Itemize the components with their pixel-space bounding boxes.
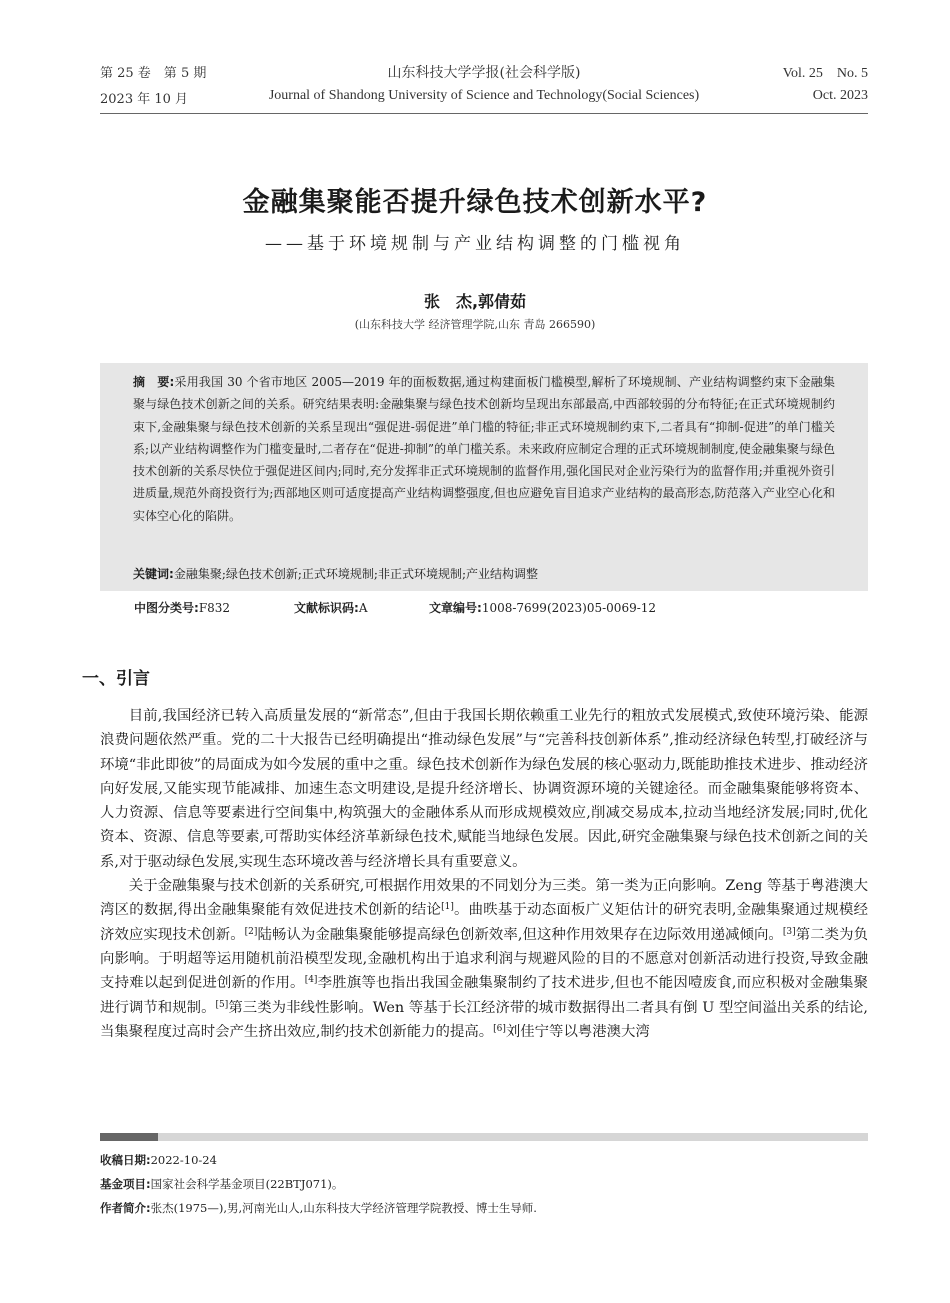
footnote-received: 收稿日期:2022-10-24 xyxy=(100,1153,217,1167)
footnote-rule-accent xyxy=(100,1133,158,1141)
journal-name-en: Journal of Shandong University of Science and Technology(Social Sciences) xyxy=(268,88,700,103)
abstract xyxy=(133,371,835,527)
footnote-author: 作者简介:张杰(1975—),男,河南光山人,山东科技大学经济管理学院教授、博士生导师. xyxy=(100,1201,537,1215)
article-title: 金融集聚能否提升绿色技术创新水平? xyxy=(242,187,708,218)
footnote-rule xyxy=(158,1133,868,1141)
paragraph-1: 目前,我国经济已转入高质量发展的“新常态”,但由于我国长期依赖重工业先行的粗放式发展模式,致使环境污染、能源浪费问题依然严重。党的二十大报告已经明确提出“推动绿色发展”与“完善科技创新体系”,推动经济绿色转型,打破经济与环境“非此即彼”的局面成为如今发展的重中之重。绿色技术创新作为绿色发展的核心驱动力,既能助推技术进步、推动经济向好发展,又能实现节能减排、加速生态文明建设,是提升经济增长、协调资源环境的关键途径。而金融集聚能够将资本、人力资源、信息等要素进行空间集中,构筑强大的金融体系从而形成规模效应,削减交易成本,拉动当地经济发展;同时,优化资本、资源、信息等要素,可帮助实体经济革新绿色技术,赋能当地绿色发展。因此,研究金融集聚与绿色技术创新之间的关系,对于驱动绿色发展,实现生态环境改善与经济增长具有重要意义。 xyxy=(100,708,868,870)
keywords-value: 金融集聚;绿色技术创新;正式环境规制;非正式环境规制;产业结构调整 xyxy=(173,567,538,581)
citation-5[interactable]: [5] xyxy=(215,999,229,1010)
keywords xyxy=(133,563,835,585)
abstract-box xyxy=(100,363,868,591)
author-list: 张 杰,郭倩茹 xyxy=(423,292,527,311)
citation-3[interactable]: [3] xyxy=(782,926,796,937)
classification-row xyxy=(134,599,834,616)
citation-2[interactable]: [2] xyxy=(244,926,258,937)
volume-issue: 第 25 卷 第 5 期 xyxy=(100,66,207,81)
doc-code-label: 文献标识码: xyxy=(294,601,359,615)
abstract-label: 摘 要: xyxy=(133,375,175,389)
clc-label: 中图分类号: xyxy=(134,601,199,615)
date-cn: 2023 年 10 月 xyxy=(100,92,189,107)
section-heading: 一、引言 xyxy=(82,669,150,689)
author-affiliation: (山东科技大学 经济管理学院,山东 青岛 266590) xyxy=(354,318,596,331)
body-text xyxy=(100,704,868,1044)
article-no-label: 文章编号: xyxy=(429,601,482,615)
journal-name-cn: 山东科技大学学报(社会科学版) xyxy=(387,65,581,81)
citation-4[interactable]: [4] xyxy=(304,975,318,986)
citation-6[interactable]: [6] xyxy=(493,1023,506,1034)
volume-issue-en: Vol. 25 No. 5 xyxy=(782,66,868,81)
doc-code-value: A xyxy=(358,601,368,615)
abstract-body: 采用我国 30 个省市地区 2005—2019 年的面板数据,通过构建面板门槛模型,解析了环境规制、产业结构调整约束下金融集聚与绿色技术创新之间的关系。研究结果表明:金融集聚与绿色技术创新均呈现出东部最高,中西部较弱的分布特征;在正式环境规制约束下,金融集聚与绿色技术创新的关系呈现出“强促进-弱促进”单门槛的特征;非正式环境规制约束下,二者具有“抑制-促进”的单门槛关系;以产业结构调整作为门槛变量时,二者存在“促进-抑制”的单门槛关系。未来政府应制定合理的正式环境规制制度,使金融集聚与绿色技术创新的关系尽快位于强促进区间内;同时,充分发挥非正式环境规制的监督作用,强化国民对企业污染行为的监督作用;并重视外资引进质量,规范外商投资行为;西部地区则可适度提高产业结构调整强度,但也应避免盲目追求产业结构的最高形态,防范落入产业空心化和实体空心化的陷阱。 xyxy=(133,375,835,523)
article-no-value: 1008-7699(2023)05-0069-12 xyxy=(481,601,657,615)
article-subtitle: ——基于环境规制与产业结构调整的门槛视角 xyxy=(265,234,685,254)
running-header-top xyxy=(100,62,868,82)
keywords-label: 关键词: xyxy=(133,567,174,581)
paragraph-2: 关于金融集聚与技术创新的关系研究,可根据作用效果的不同划分为三类。第一类为正向影响。Zeng 等基于粤港澳大湾区的数据,得出金融集聚能有效促进技术创新的结论[1]。曲昳基于动态面板广义矩估计的研究表明,金融集聚通过规模经济效应实现技术创新。[2]陆畅认为金融集聚能够提高绿色创新效率,但这种作用效果存在边际效用递减倾向。[3]第二类为负向影响。于明超等运用随机前沿模型发现,金融机构出于追求利润与规避风险的目的不愿意对创新活动进行投资,导致金融支持难以起到促进创新的作用。[4]李胜旗等也指出我国金融集聚制约了技术进步,但也不能因噎废食,而应积极对金融集聚进行调节和规制。[5]第三类为非线性影响。Wen 等基于长江经济带的城市数据得出二者具有倒 U 型空间溢出关系的结论,当集聚程度过高时会产生挤出效应,制约技术创新能力的提高。[6]刘佳宁等以粤港澳大湾 xyxy=(100,878,869,1040)
clc-value: F832 xyxy=(198,601,231,615)
citation-1[interactable]: [1] xyxy=(441,902,454,913)
date-en: Oct. 2023 xyxy=(812,88,868,103)
header-rule xyxy=(100,113,868,114)
footnote-fund: 基金项目:国家社会科学基金项目(22BTJ071)。 xyxy=(100,1177,344,1191)
running-header-bottom xyxy=(100,88,868,108)
